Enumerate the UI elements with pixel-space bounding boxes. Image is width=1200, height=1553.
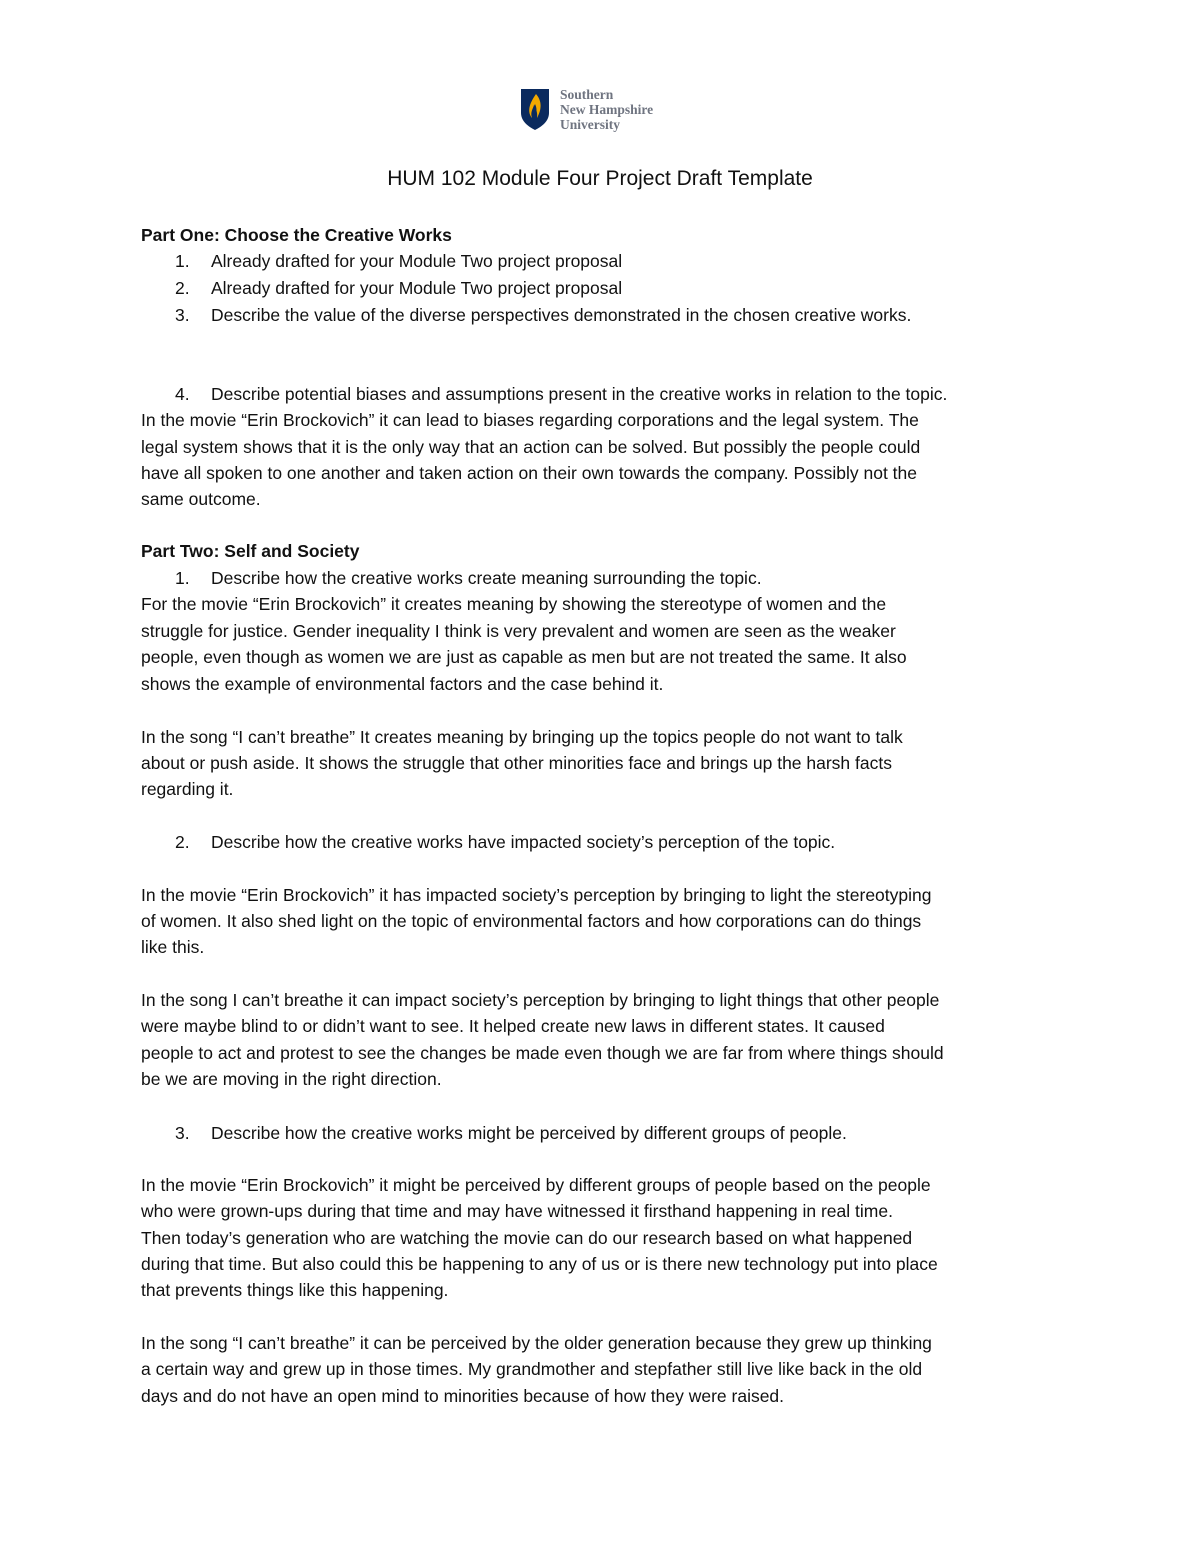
answer-line: regarding it. — [141, 779, 234, 799]
list-item-number: 3. — [175, 305, 190, 325]
list-item-number: 1. — [175, 251, 190, 271]
logo-line-3: University — [560, 116, 620, 132]
part-two-heading: Part Two: Self and Society — [141, 541, 360, 561]
logo-wordmark — [560, 87, 653, 132]
answer-line: were maybe blind to or didn’t want to see. It helped create new laws in different states. It caused — [141, 1016, 885, 1036]
answer-line: of women. It also shed light on the topic of environmental factors and how corporations can do things — [141, 911, 922, 931]
logo-line-2: New Hampshire — [560, 101, 654, 117]
answer-line: during that time. But also could this be happening to any of us or is there new technology put into place — [141, 1254, 938, 1274]
list-item-text: Describe how the creative works have impacted society’s perception of the topic. — [211, 832, 836, 852]
answer-line: like this. — [141, 937, 205, 957]
list-item-text: Describe the value of the diverse perspectives demonstrated in the chosen creative works. — [211, 305, 912, 325]
answer-line: legal system shows that it is the only way that an action can be solved. But possibly the people could — [141, 437, 921, 457]
list-item-text: Describe potential biases and assumptions present in the creative works in relation to the topic. — [211, 384, 948, 404]
list-item-text: Describe how the creative works might be perceived by different groups of people. — [211, 1123, 847, 1143]
answer-line: have all spoken to one another and taken action on their own towards the company. Possibly not the — [141, 463, 917, 483]
list-item-number: 4. — [175, 384, 190, 404]
list-item-text: Already drafted for your Module Two project proposal — [211, 278, 623, 298]
answer-line: that prevents things like this happening. — [141, 1280, 449, 1300]
list-item-number: 2. — [175, 278, 190, 298]
answer-line: In the song “I can’t breathe” It creates meaning by bringing up the topics people do not want to talk — [141, 727, 903, 747]
list-item-number: 3. — [175, 1123, 190, 1143]
document-title: HUM 102 Module Four Project Draft Template — [387, 167, 813, 190]
answer-line: For the movie “Erin Brockovich” it creates meaning by showing the stereotype of women and the — [141, 594, 887, 614]
part-one-heading: Part One: Choose the Creative Works — [141, 225, 452, 245]
answer-line: about or push aside. It shows the struggle that other minorities face and brings up the harsh facts — [141, 753, 892, 773]
answer-line: be we are moving in the right direction. — [141, 1069, 442, 1089]
answer-line: In the movie “Erin Brockovich” it has impacted society’s perception by bringing to light the stereotyping — [141, 885, 932, 905]
answer-line: people to act and protest to see the changes be made even though we are far from where things should — [141, 1043, 944, 1063]
answer-line: who were grown-ups during that time and may have witnessed it firsthand happening in real time. — [141, 1201, 893, 1221]
answer-line: struggle for justice. Gender inequality I think is very prevalent and women are seen as the weaker — [141, 621, 896, 641]
list-item-number: 2. — [175, 832, 190, 852]
answer-line: same outcome. — [141, 489, 261, 509]
answer-line: days and do not have an open mind to minorities because of how they were raised. — [141, 1386, 785, 1406]
list-item-number: 1. — [175, 568, 190, 588]
logo-line-1: Southern — [560, 86, 614, 102]
answer-line: Then today’s generation who are watching the movie can do our research based on what happened — [141, 1228, 913, 1248]
university-logo — [520, 84, 690, 134]
answer-line: people, even though as women we are just as capable as men but are not treated the same. It also — [141, 647, 907, 667]
list-item-text: Describe how the creative works create meaning surrounding the topic. — [211, 568, 762, 588]
list-item-text: Already drafted for your Module Two project proposal — [211, 251, 623, 271]
answer-line: a certain way and grew up in those times. My grandmother and stepfather still live like back in the old — [141, 1359, 923, 1379]
answer-line: In the song I can’t breathe it can impact society’s perception by bringing to light things that other people — [141, 990, 940, 1010]
shield-flame-icon — [520, 87, 550, 131]
answer-line: shows the example of environmental factors and the case behind it. — [141, 674, 664, 694]
answer-line: In the song “I can’t breathe” it can be perceived by the older generation because they grew up thinking — [141, 1333, 932, 1353]
answer-line: In the movie “Erin Brockovich” it can lead to biases regarding corporations and the legal system. The — [141, 410, 919, 430]
answer-line: In the movie “Erin Brockovich” it might be perceived by different groups of people based on the people — [141, 1175, 931, 1195]
